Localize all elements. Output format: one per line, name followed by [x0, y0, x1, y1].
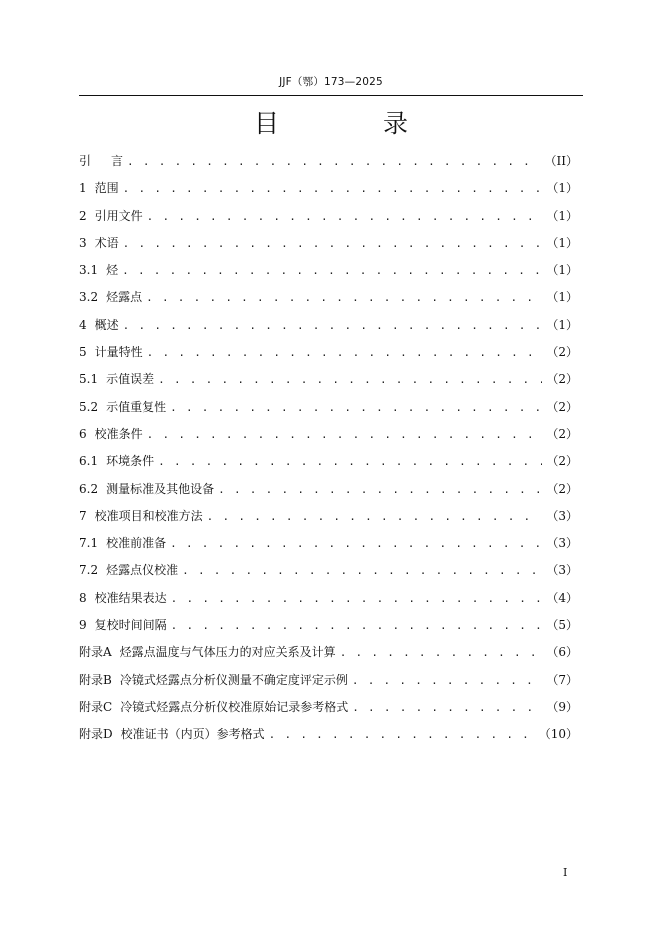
toc-entry-number: 9 — [79, 618, 87, 633]
toc-entry-label: 冷镜式烃露点分析仪校准原始记录参考格式 — [120, 699, 349, 714]
toc-entry-number: 3.1 — [79, 263, 99, 278]
table-of-contents — [79, 152, 578, 753]
toc-entry-page: （3） — [546, 508, 578, 523]
toc-entry-number: 4 — [79, 317, 87, 332]
toc-entry[interactable] — [79, 316, 578, 343]
toc-dot-leader — [352, 701, 542, 714]
toc-entry-number: 6 — [79, 426, 87, 441]
toc-entry-number: 8 — [79, 590, 87, 605]
toc-dot-leader — [340, 646, 543, 659]
toc-dot-leader — [147, 210, 543, 223]
toc-entry-number: 7 — [79, 508, 87, 523]
toc-entry-number: 1 — [79, 181, 87, 196]
header-rule — [79, 95, 583, 96]
toc-entry-page: （7） — [546, 672, 578, 687]
toc-entry-label: 烃露点 — [106, 290, 143, 305]
toc-dot-leader — [147, 428, 543, 441]
page-number: I — [563, 866, 568, 879]
toc-dot-leader — [171, 619, 543, 632]
toc-entry[interactable] — [79, 698, 578, 725]
toc-entry-label: 概述 — [94, 317, 119, 332]
toc-dot-leader — [147, 346, 543, 359]
toc-entry-label: 言 — [111, 154, 124, 168]
toc-entry-page: （9） — [546, 699, 578, 714]
toc-dot-leader — [182, 564, 542, 577]
toc-entry-label: 环境条件 — [106, 454, 155, 469]
toc-entry-page: （1） — [546, 208, 578, 223]
toc-dot-leader — [170, 401, 542, 414]
toc-entry-label: 计量特性 — [94, 345, 143, 360]
toc-entry-number: 附录D — [79, 727, 113, 742]
toc-entry[interactable] — [79, 480, 578, 507]
document-header: JJF（鄂）173—2025 — [279, 76, 383, 88]
toc-dot-leader — [352, 674, 543, 687]
toc-entry-number: 6.2 — [79, 481, 99, 496]
toc-dot-leader — [171, 592, 543, 605]
toc-entry-label: 复校时间间隔 — [94, 618, 167, 633]
toc-entry[interactable] — [79, 152, 578, 179]
toc-entry[interactable] — [79, 589, 578, 616]
toc-entry-number: 6.1 — [79, 454, 99, 469]
toc-entry[interactable] — [79, 616, 578, 643]
toc-entry-label: 烃露点温度与气体压力的对应关系及计算 — [119, 645, 336, 660]
toc-entry-label: 校准项目和校准方法 — [94, 508, 203, 523]
toc-entry-number: 5 — [79, 345, 87, 360]
toc-entry[interactable] — [79, 288, 578, 315]
toc-dot-leader — [269, 728, 535, 741]
toc-entry[interactable] — [79, 261, 578, 288]
toc-entry-page: （3） — [546, 563, 578, 578]
toc-entry-number: 引 — [79, 154, 92, 168]
toc-entry[interactable] — [79, 643, 578, 670]
toc-entry-page: （4） — [546, 590, 578, 605]
toc-entry-page: （1） — [546, 235, 578, 250]
toc-entry[interactable] — [79, 725, 578, 752]
toc-entry-label: 冷镜式烃露点分析仪测量不确定度评定示例 — [119, 672, 348, 687]
toc-entry-number: 7.2 — [79, 563, 99, 578]
toc-dot-leader — [218, 483, 542, 496]
toc-entry[interactable] — [79, 234, 578, 261]
toc-entry-page: （2） — [546, 426, 578, 441]
toc-entry-label: 烃露点仪校准 — [106, 563, 179, 578]
toc-entry-page: （10） — [538, 727, 578, 742]
toc-entry-label: 校准结果表达 — [94, 590, 167, 605]
toc-entry-number: 附录A — [79, 645, 112, 660]
toc-entry-label: 范围 — [94, 181, 119, 196]
toc-entry-number: 7.1 — [79, 536, 99, 551]
toc-entry-number: 5.2 — [79, 399, 99, 414]
toc-entry-number: 2 — [79, 208, 87, 223]
toc-dot-leader — [127, 155, 540, 168]
toc-entry[interactable] — [79, 398, 578, 425]
toc-entry-page: （6） — [546, 645, 578, 660]
toc-entry-label: 示值误差 — [106, 372, 155, 387]
toc-entry[interactable] — [79, 207, 578, 234]
toc-entry-label: 测量标准及其他设备 — [106, 481, 215, 496]
toc-entry[interactable] — [79, 534, 578, 561]
toc-dot-leader — [123, 182, 543, 195]
toc-dot-leader — [123, 319, 543, 332]
toc-entry-number: 5.1 — [79, 372, 99, 387]
toc-entry[interactable] — [79, 425, 578, 452]
toc-entry-page: （1） — [546, 317, 578, 332]
toc-dot-leader — [123, 237, 543, 250]
toc-dot-leader — [146, 291, 542, 304]
toc-entry-label: 校准证书（内页）参考格式 — [120, 727, 265, 742]
toc-entry-number: 3 — [79, 235, 87, 250]
toc-entry-page: （2） — [546, 454, 578, 469]
toc-dot-leader — [170, 537, 542, 550]
toc-entry-number: 附录C — [79, 699, 113, 714]
toc-entry[interactable] — [79, 452, 578, 479]
toc-entry-page: （2） — [546, 481, 578, 496]
toc-dot-leader — [207, 510, 543, 523]
toc-entry-number: 3.2 — [79, 290, 99, 305]
toc-entry-page: （1） — [546, 181, 578, 196]
toc-entry-page: （1） — [546, 290, 578, 305]
toc-entry-label: 术语 — [94, 235, 119, 250]
toc-entry-page: （2） — [546, 345, 578, 360]
toc-entry-label: 示值重复性 — [106, 399, 167, 414]
page-title: 目 录 — [254, 109, 456, 138]
toc-entry-number: 附录B — [79, 672, 112, 687]
toc-entry[interactable] — [79, 179, 578, 206]
toc-entry-label: 引用文件 — [94, 208, 143, 223]
toc-entry-page: （3） — [546, 536, 578, 551]
toc-entry-page: （2） — [546, 399, 578, 414]
toc-dot-leader — [122, 264, 542, 277]
toc-dot-leader — [158, 455, 542, 468]
toc-entry[interactable] — [79, 343, 578, 370]
toc-entry-label: 校准前准备 — [106, 536, 167, 551]
toc-entry-page: （1） — [546, 263, 578, 278]
toc-entry-page: （2） — [546, 372, 578, 387]
toc-entry-label: 校准条件 — [94, 426, 143, 441]
toc-entry[interactable] — [79, 671, 578, 698]
toc-entry-page: （5） — [546, 618, 578, 633]
toc-entry[interactable] — [79, 561, 578, 588]
toc-entry-label: 烃 — [106, 263, 119, 278]
toc-dot-leader — [158, 373, 542, 386]
toc-entry-page: （II） — [544, 154, 578, 168]
toc-entry[interactable] — [79, 507, 578, 534]
toc-entry[interactable] — [79, 370, 578, 397]
